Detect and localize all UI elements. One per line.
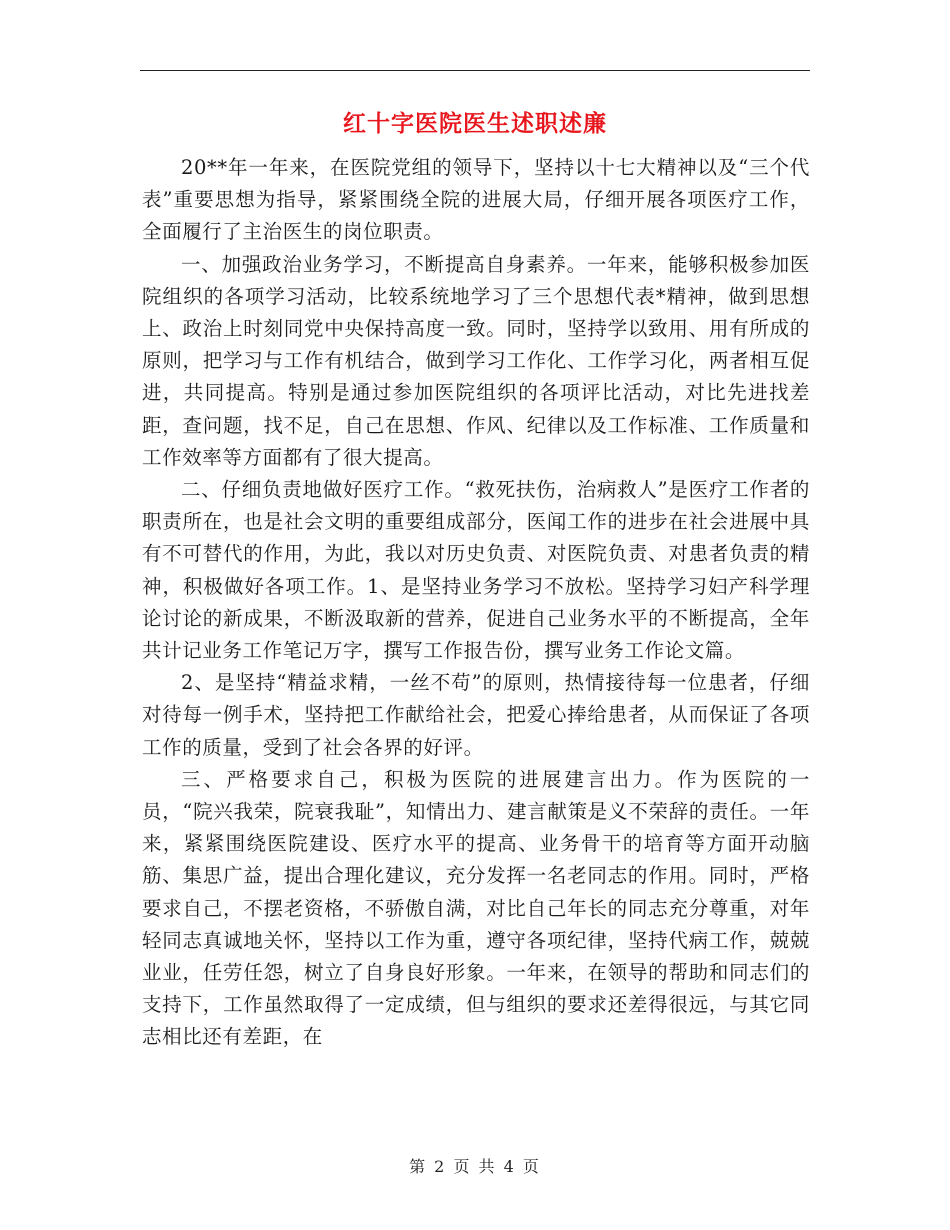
paragraph-section-3: 三、严格要求自己，积极为医院的进展建言出力。作为医院的一员，“院兴我荣，院衰我耻”，知情出力、建言献策是义不荣辞的责任。一年来，紧紧围绕医院建设、医疗水平的提高、业务骨干的培育等方面开动脑筋、集思广益，提出合理化建议，充分发挥一名老同志的作用。同时，严格要求自己，不摆老资格，不骄傲自满，对比自己年长的同志充分尊重，对年轻同志真诚地关怀，坚持以工作为重，遵守各项纪律，坚持代病工作，兢兢业业，任劳任怨，树立了自身良好形象。一年来，在领导的帮助和同志们的支持下，工作虽然取得了一定成绩，但与组织的要求还差得很远，与其它同志相比还有差距，在 [142, 767, 810, 1049]
header-rule [140, 70, 810, 71]
document-body [142, 152, 810, 1054]
paragraph-section-1: 一、加强政治业务学习，不断提高自身素养。一年来，能够积极参加医院组织的各项学习活动，比较系统地学习了三个思想代表*精神，做到思想上、政治上时刻同党中央保持高度一致。同时，坚持学以致用、用有所成的原则，把学习与工作有机结合，做到学习工作化、工作学习化，两者相互促进，共同提高。特别是通过参加医院组织的各项评比活动，对比先进找差距，查问题，找不足，自己在思想、作风、纪律以及工作标准、工作质量和工作效率等方面都有了很大提高。 [142, 252, 810, 469]
paragraph-section-2-item-2: 2、是坚持“精益求精，一丝不苟”的原则，热情接待每一位患者，仔细对待每一例手术，坚持把工作献给社会，把爱心捧给患者，从而保证了各项工作的质量，受到了社会各界的好评。 [142, 671, 810, 759]
page-number: 第 2 页 共 4 页 [409, 1157, 541, 1176]
document-title: 红十字医院医生述职述廉 [343, 110, 607, 137]
paragraph-intro: 20**年一年来，在医院党组的领导下，坚持以十七大精神以及“三个代表”重要思想为指导，紧紧围绕全院的进展大局，仔细开展各项医疗工作，全面履行了主治医生的岗位职责。 [142, 156, 810, 244]
paragraph-section-2: 二、仔细负责地做好医疗工作。“救死扶伤，治病救人”是医疗工作者的职责所在，也是社会文明的重要组成部分，医闻工作的进步在社会进展中具有不可替代的作用，为此，我以对历史负责、对医院负责、对患者负责的精神，积极做好各项工作。1、是坚持业务学习不放松。坚持学习妇产科学理论讨论的新成果，不断汲取新的营养，促进自己业务水平的不断提高，全年共计记业务工作笔记万字，撰写工作报告份，撰写业务工作论文篇。 [142, 478, 810, 663]
